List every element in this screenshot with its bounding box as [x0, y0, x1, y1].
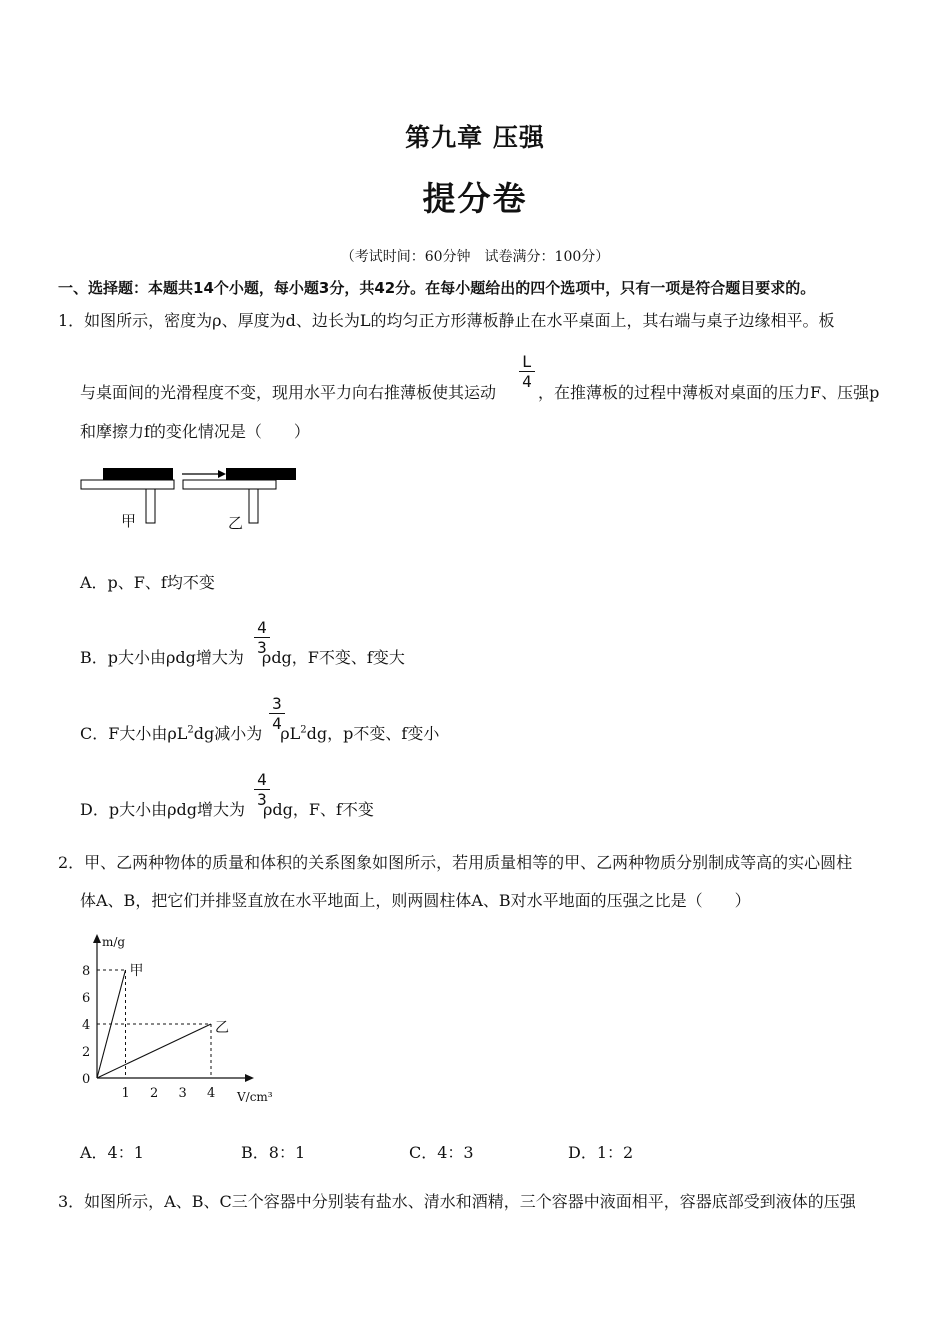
q1-fraction — [518, 352, 536, 391]
q1-option-d-fraction — [253, 770, 271, 809]
x-tick-label: 2 — [150, 1086, 159, 1101]
q1-line2-pre: 与桌面间的光滑程度不变，现用水平力向右推薄板使其运动 — [80, 383, 497, 402]
exam-info: （考试时间：60分钟 试卷满分：100分） — [340, 249, 610, 265]
fraction-numerator: 3 — [272, 694, 282, 713]
option-c-post1: ρL — [280, 724, 301, 743]
q3-line1: 3．如图所示，A、B、C三个容器中分别装有盐水、清水和酒精，三个容器中液面相平，容器底部受到液体的压强 — [58, 1192, 856, 1211]
q2-line1: 2．甲、乙两种物体的质量和体积的关系图象如图所示，若用质量相等的甲、乙两种物质分别制成等高的实心圆柱 — [58, 853, 853, 872]
q1-line1: 1．如图所示，密度为ρ、厚度为d、边长为L的均匀正方形薄板静止在水平桌面上，其右端与桌子边缘相平。板 — [58, 311, 835, 330]
x-tick-label: 3 — [178, 1086, 187, 1101]
q1-option-d[interactable] — [80, 797, 374, 820]
section-heading: 一、选择题：本题共14个小题，每小题3分，共42分。在每小题给出的四个选项中，只有一项是符合题目要求的。 — [58, 279, 816, 297]
option-c-post2: dg，p不变、f变小 — [306, 724, 440, 743]
option-c-mid: dg减小为 — [193, 724, 263, 743]
chapter-title: 第九章 压强 — [405, 123, 545, 152]
series-label: 甲 — [129, 963, 144, 979]
option-c-sup: 2 — [187, 724, 194, 736]
fraction-denominator: 4 — [522, 372, 532, 391]
x-axis-label: V/cm³ — [237, 1090, 273, 1104]
q2-option-d[interactable]: D．1：2 — [568, 1143, 634, 1162]
x-tick-label: 1 — [121, 1086, 130, 1101]
table-top-a — [81, 480, 174, 489]
q1-figure — [78, 462, 308, 534]
y-axis-arrow — [93, 934, 101, 943]
q1-line3: 和摩擦力f的变化情况是（ ） — [80, 422, 310, 441]
option-b-pre: B．p大小由ρdg增大为 — [80, 648, 244, 667]
table-top-b — [183, 480, 276, 489]
q1-option-c-fraction — [268, 694, 286, 733]
q2-option-b[interactable]: B．8：1 — [241, 1143, 306, 1162]
y-tick-label: 6 — [82, 991, 91, 1006]
q1-option-b-fraction — [253, 618, 271, 657]
q1-option-b[interactable] — [80, 645, 405, 668]
push-arrow-head — [218, 470, 226, 478]
q1-option-c[interactable] — [80, 721, 439, 744]
fig-label-b: 乙 — [228, 514, 244, 532]
x-tick-label: 4 — [207, 1086, 216, 1101]
x-axis-arrow — [245, 1074, 254, 1082]
option-b-post: ρdg，F不变、f变大 — [261, 648, 405, 667]
table-leg-a — [146, 489, 155, 523]
table-leg-b — [249, 489, 258, 523]
fraction-denominator: 3 — [257, 638, 267, 657]
y-axis-label: m/g — [102, 935, 126, 949]
option-d-post: ρdg，F、f不变 — [262, 800, 374, 819]
y-tick-label: 0 — [82, 1072, 91, 1087]
fig-label-a: 甲 — [121, 512, 137, 530]
q1-line2-post: ，在推薄板的过程中薄板对桌面的压力F、压强p — [538, 383, 880, 402]
mass-volume-chart — [72, 930, 292, 1110]
fraction-numerator: 4 — [257, 618, 267, 637]
y-tick-label: 8 — [82, 964, 91, 979]
y-tick-label: 4 — [82, 1018, 91, 1033]
q2-option-c[interactable]: C．4：3 — [409, 1143, 474, 1162]
plate-a — [103, 468, 173, 480]
series-label: 乙 — [215, 1020, 229, 1036]
option-c-sup2: 2 — [300, 724, 307, 736]
option-c-pre: C．F大小由ρL — [80, 724, 188, 743]
y-tick-label: 2 — [82, 1045, 91, 1060]
series-line-2 — [97, 1024, 211, 1078]
fraction-numerator: L — [522, 352, 532, 371]
fraction-denominator: 3 — [257, 790, 267, 809]
fraction-numerator: 4 — [257, 770, 267, 789]
q2-line2: 体A、B，把它们并排竖直放在水平地面上，则两圆柱体A、B对水平地面的压强之比是（ ） — [80, 891, 751, 910]
paper-title: 提分卷 — [422, 179, 528, 218]
fraction-denominator: 4 — [272, 714, 282, 733]
q1-option-a[interactable]: A．p、F、f均不变 — [80, 573, 215, 592]
q2-option-a[interactable]: A．4：1 — [80, 1143, 144, 1162]
option-d-pre: D．p大小由ρdg增大为 — [80, 800, 245, 819]
plate-b — [226, 468, 296, 480]
